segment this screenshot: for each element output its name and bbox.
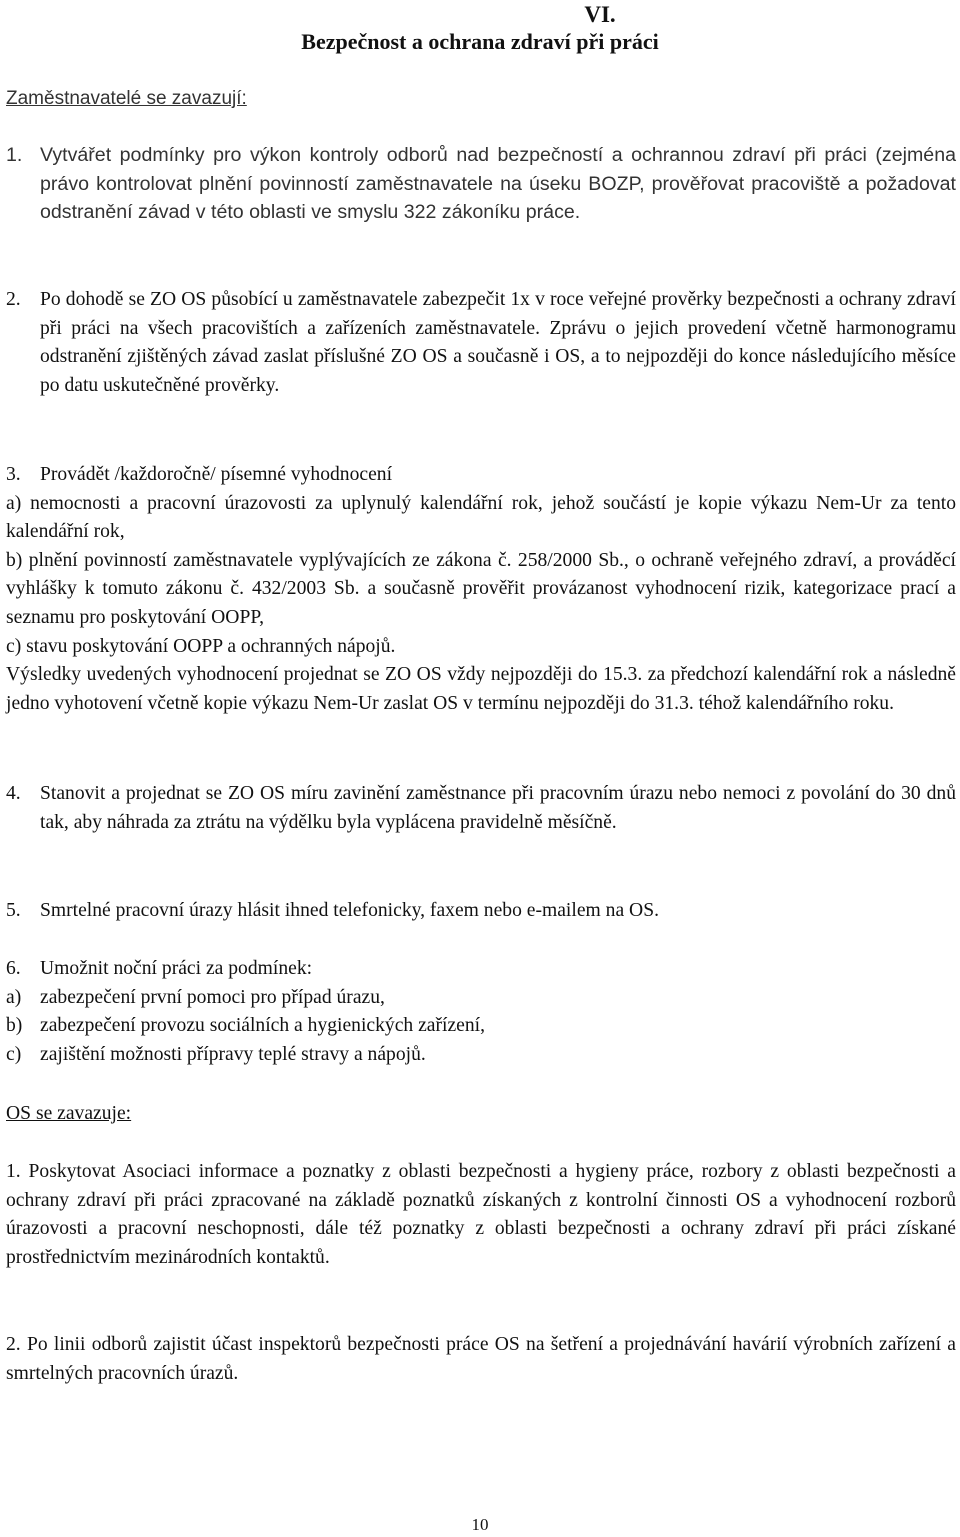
item-3-line-c: c) stavu poskytování OOPP a ochranných nápojů.	[6, 635, 396, 657]
employer-item-2	[6, 286, 956, 400]
union-item-text: 2. Po linii odborů zajistit účast inspektorů bezpečnosti práce OS na šetření a projednávání havárií výrobních zařízení a smrtelných pracovních úrazů.	[6, 1334, 956, 1384]
sub-text: zabezpečení první pomoci pro případ úrazu,	[40, 986, 385, 1008]
item-3-results: Výsledky uvedených vyhodnocení projednat se ZO OS vždy nejpozději do 15.3. za předchozí kalendářní rok a následně jedno vyhotovení včetně kopie výkazu Nem-Ur zaslat OS v termínu nejpozději do 31.3. téhož kalendářního roku.	[6, 664, 956, 714]
item-text: Po dohodě se ZO OS působící u zaměstnavatele zabezpečit 1x v roce veřejné prověrky bezpečnosti a ochrany zdraví při práci na všech pracovištích a zařízeních zaměstnavatele. Zprávu o jejich provedení včetně harmonogramu odstranění zjištěných závad zaslat příslušné ZO OS a současně i OS, a to nejpozději do konce následujícího měsíce po datu uskutečněné prověrky.	[40, 289, 956, 396]
item-3-line-b: b) plnění povinností zaměstnavatele vyplývajících ze zákona č. 258/2000 Sb., o ochraně veřejného zdraví, a prováděcí vyhlášky k tomuto zákonu č. 432/2003 Sb. a současně prověřit provázanost vyhodnocení rizik, kategorizace prací a seznamu pro poskytování OOPP,	[6, 549, 956, 628]
sub-number: a)	[6, 986, 22, 1008]
union-heading: OS se zavazuje:	[6, 1103, 132, 1124]
employer-item-1	[6, 141, 956, 227]
item-text: Smrtelné pracovní úrazy hlásit ihned telefonicky, faxem nebo e-mailem na OS.	[40, 900, 659, 921]
union-item-1	[6, 1158, 956, 1272]
employers-heading: Zaměstnavatelé se zavazují:	[6, 88, 247, 109]
sub-number: b)	[6, 1015, 23, 1037]
employer-item-5	[6, 897, 956, 926]
page-number: 10	[471, 1515, 489, 1534]
item-3-line-a: a) nemocnosti a pracovní úrazovosti za uplynulý kalendářní rok, jehož součástí je kopie výkazu Nem-Ur za tento kalendářní rok,	[6, 492, 956, 543]
condition-b	[6, 1012, 956, 1041]
item-number: 1.	[6, 144, 23, 166]
section-title: Bezpečnost a ochrana zdraví při práci	[301, 29, 659, 54]
employer-item-6	[6, 955, 956, 1069]
item-number: 5.	[6, 900, 21, 921]
sub-text: zabezpečení provozu sociálních a hygienických zařízení,	[40, 1015, 485, 1037]
sub-number: c)	[6, 1043, 22, 1065]
item-text: Stanovit a projednat se ZO OS míru zavinění zaměstnance při pracovním úrazu nebo nemoci z povolání do 30 dnů tak, aby náhrada za ztrátu na výdělku byla vyplácena pravidelně měsíčně.	[40, 783, 956, 833]
item-text: Vytvářet podmínky pro výkon kontroly odborů nad bezpečností a ochrannou zdraví při práci (zejména právo kontrolovat plnění povinností zaměstnavatele na úseku BOZP, prověřovat pracoviště a požadovat odstranění závad v této oblasti ve smyslu 322 zákoníku práce.	[40, 144, 956, 224]
item-text: Provádět /každoročně/ písemné vyhodnocení	[40, 464, 393, 485]
item-text: Umožnit noční práci za podmínek:	[40, 958, 313, 979]
item-number: 3.	[6, 464, 21, 485]
condition-c	[6, 1041, 956, 1070]
union-heading-block	[6, 1100, 956, 1129]
item-number: 6.	[6, 958, 21, 979]
union-item-2	[6, 1331, 956, 1388]
sub-text: zajištění možnosti přípravy teplé stravy a nápojů.	[40, 1043, 426, 1065]
item-number: 2.	[6, 289, 21, 310]
item-number: 4.	[6, 783, 21, 804]
union-item-text: 1. Poskytovat Asociaci informace a poznatky z oblasti bezpečnosti a hygieny práce, rozbory z oblasti bezpečnosti a ochrany zdraví při práci zpracované na základě poznatků získaných z kontrolní činnosti OS a vyhodnocení rozborů úrazovosti a pracovní neschopnosti, dále též poznatky z oblasti bezpečnosti a ochrany zdraví při práci získané prostřednictvím mezinárodních kontaktů.	[6, 1161, 956, 1268]
condition-a	[6, 984, 956, 1013]
section-number: VI.	[584, 2, 616, 27]
employer-item-3	[6, 461, 956, 718]
employer-item-4	[6, 780, 956, 837]
